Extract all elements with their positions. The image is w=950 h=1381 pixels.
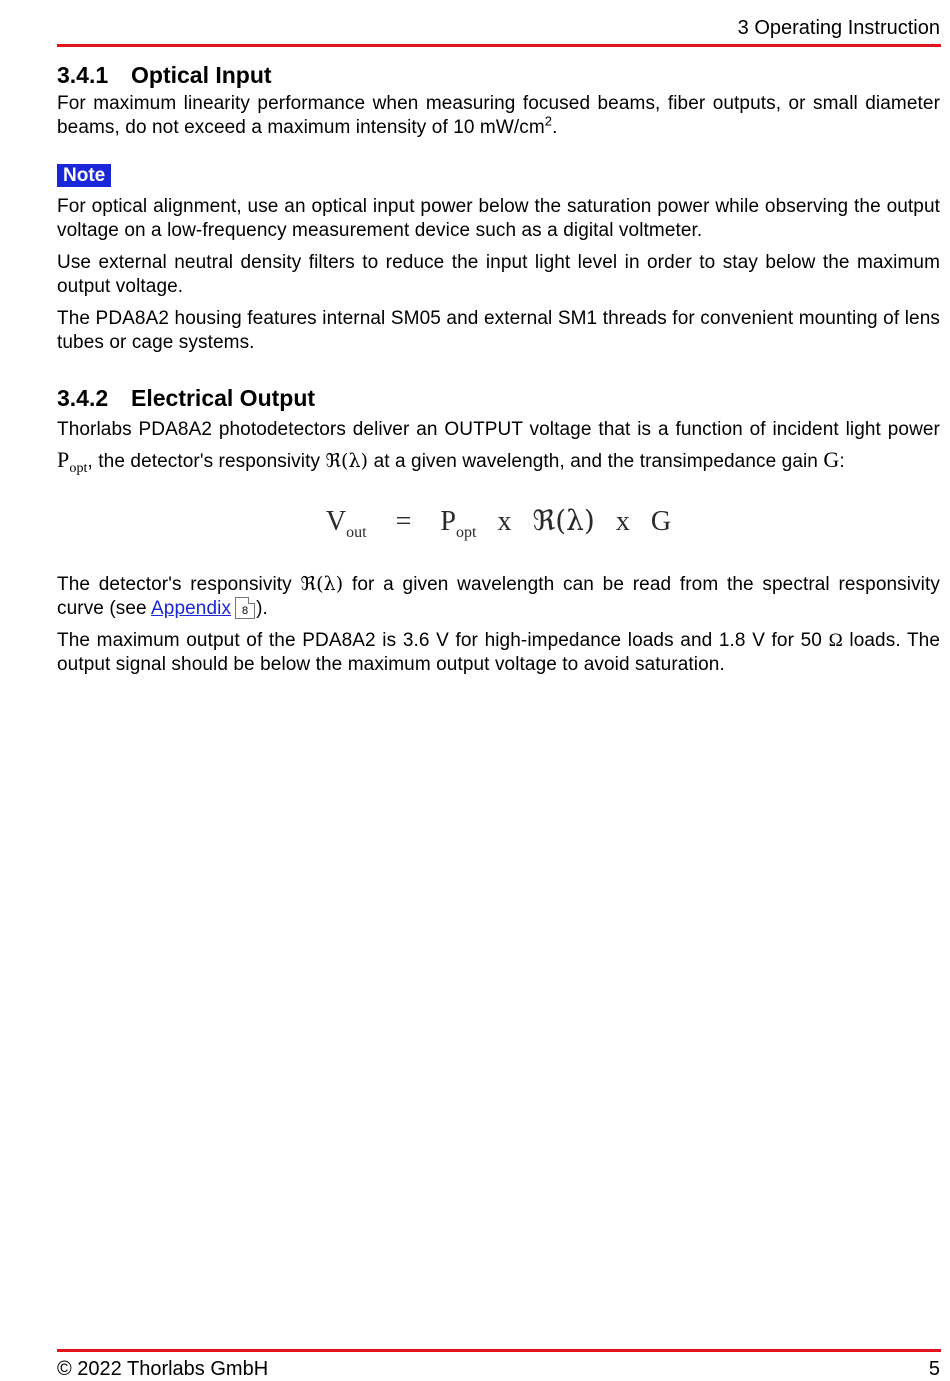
section-title: Optical Input [131, 62, 272, 88]
paragraph-alignment: For optical alignment, use an optical input power below the saturation power while observing the output voltage on a low-frequency measurement device such as a digital voltmeter. [57, 196, 940, 241]
paragraph-max-intensity: For maximum linearity performance when measuring focused beams, fiber outputs, or small diameter beams, do not exceed a maximum intensity of 10 $mW/cm^2$. [57, 93, 940, 138]
var-p-opt: $P_{opt}$ [57, 447, 88, 476]
page-content [57, 58, 940, 685]
note-badge: Note [57, 164, 111, 187]
page-number: 5 [928, 1358, 940, 1380]
paragraph-housing: The PDA8A2 housing features internal SM05 and external SM1 threads for convenient mounting of lens tubes or cage systems. [57, 308, 940, 353]
paragraph-output-voltage: Thorlabs PDA8A2 photodetectors deliver an OUTPUT voltage that is a function of incident light power $P_{opt}$, the detector's responsivity ℜ(λ) at a given wavelength, and the transimpedance gain G: [57, 419, 940, 476]
section-number: 3.4.2 [57, 385, 109, 411]
section-number: 3.4.1 [57, 62, 109, 88]
section-heading-electrical-output [57, 381, 940, 415]
paragraph-max-output: The maximum output of the PDA8A2 is 3.6 V for high-impedance loads and 1.8 V for 50 Ω loads. The output signal should be below the maximum output voltage to avoid saturation. [57, 630, 940, 675]
header-rule [57, 44, 941, 47]
output-voltage-formula: $V_{out} = P_{opt}$ x ℜ(λ) x G [325, 504, 672, 541]
appendix-link[interactable]: Appendix [151, 598, 232, 619]
footer-rule [57, 1349, 941, 1352]
page-reference-icon[interactable]: 8 [235, 597, 255, 619]
ohm-symbol: Ω [828, 630, 843, 651]
section-title: Electrical Output [131, 385, 316, 411]
var-gain: G [823, 447, 840, 472]
paragraph-responsivity: The detector's responsivity ℜ(λ) for a given wavelength can be read from the spectral responsivity curve (see Appendix 8 ). [57, 573, 940, 619]
section-heading-optical-input [57, 58, 940, 92]
paragraph-nd-filters: Use external neutral density filters to reduce the input light level in order to stay below the maximum output voltage. [57, 252, 940, 297]
responsivity-symbol: ℜ(λ) [325, 450, 369, 472]
footer-copyright: © 2022 Thorlabs GmbH [57, 1358, 269, 1380]
running-header: 3 Operating Instruction [737, 17, 940, 39]
responsivity-symbol: ℜ(λ) [300, 573, 344, 595]
